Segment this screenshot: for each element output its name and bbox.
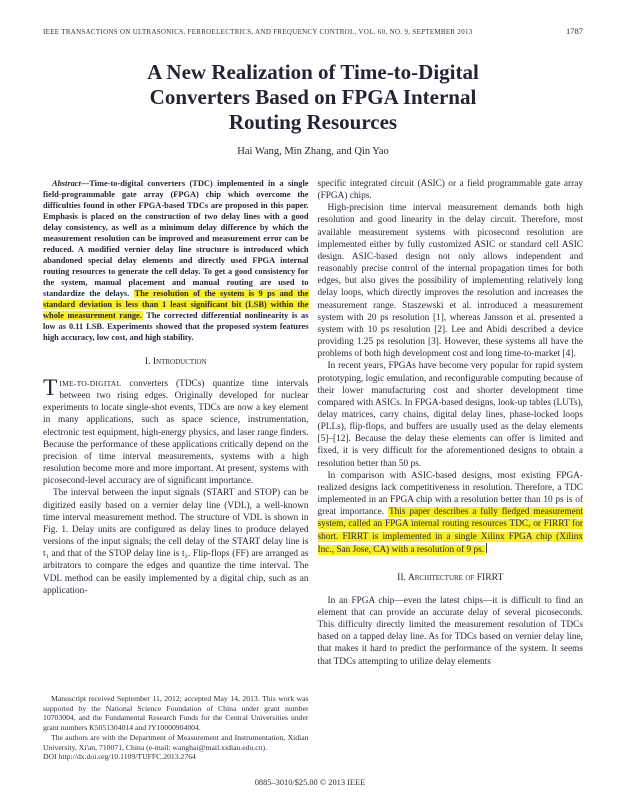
- right-column: [318, 178, 584, 762]
- first-page-footnote: [43, 694, 309, 762]
- intro-paragraph-2: The interval between the input signals (START and STOP) can be digitized easily based on a vernier delay line (VDL), a well-known time interval measurement method. The structure of VDL is shown in Fig. 1. Delay units are configured as delay lines to produce delayed versions of the input signals; the cell delay of the START delay line is t₁ and that of the STOP delay line is t₂. Flip-flops (FF) are arranged as arbitrators to compare the edges and quantize the time interval. The VDL method can be easily implemented by a digital chip, such as an application-: [43, 488, 309, 596]
- abstract-paragraph: [43, 178, 309, 343]
- contribution-highlight: This paper describes a fully fledged measurement system, called an FPGA internal routing resources TDC, or FIRRT for short. FIRRT is implemented in a single Xilinx FPGA chip (Xilinx Inc., San Jose, CA) with a resolution of 9 ps.: [317, 507, 583, 555]
- page-number: 1787: [566, 26, 583, 36]
- text-cursor: [486, 543, 487, 553]
- footnote-manuscript: Manuscript received September 11, 2012; accepted May 14, 2013. This work was supported by the National Science Foundation of China under grant number 10703004, and the Fundamental Research Funds for the Central Universities under grant numbers K5051304014 and JY10000904004.: [43, 694, 309, 733]
- right-paragraph-5: In an FPGA chip—even the latest chips—it is difficult to find an element that can provide an accurate delay of several picoseconds. This difficulty directly limited the measurement resolution of TDCs based on a tapped delay line. As for TDCs based on vernier delay line, that makes it hard to predict the performance of the system. It seems that TDCs attempting to utilize delay elements: [317, 595, 583, 667]
- right-paragraph-1: specific integrated circuit (ASIC) or a field programmable gate array (FPGA) chips.: [317, 179, 583, 202]
- journal-title: IEEE TRANSACTIONS ON ULTRASONICS, FERROELECTRICS, AND FREQUENCY CONTROL, VOL. 60, NO. 9, SEPTEMBER 2013: [43, 29, 473, 36]
- paper-title-line3: Routing Resources: [228, 110, 398, 134]
- right-paragraph-3: In recent years, FPGAs have become very popular for rapid system prototyping, logic emulation, and reconfigurable computing because of their lower manufacturing cost and shorter development time compared with ASICs. In FPGA-based designs, look-up tables (LUTs), delay matrices, carry chains, digital delay lines, phase-locked loops (PLLs), flip-flops, and buffers are usually used as the delay elements [5]–[12]. Because the delay these elements can offer is limited and fixed, it is very difficult for the aforementioned designs to obtain a resolution better than 50 ps.: [317, 361, 583, 469]
- lead-smallcaps: IME-TO-DIGITAL: [59, 379, 122, 388]
- copyright-footer: 0885–3010/$25.00 © 2013 IEEE: [254, 778, 366, 787]
- left-column: [43, 178, 309, 762]
- footnote-doi: DOI http://dx.doi.org/10.1109/TUFFC.2013.2764: [43, 752, 196, 762]
- drop-cap: T: [43, 375, 58, 401]
- right-paragraph-4: [318, 470, 584, 556]
- abstract-label: Abstract—: [52, 179, 90, 188]
- author-line: Hai Wang, Min Zhang, and Qin Yao: [237, 146, 389, 157]
- footnote-affiliation: The authors are with the Department of Measurement and Instrumentation, Xidian University, Xi'an, 710071, China (e-mail: wanghai@mail.xidian.edu.cn).: [43, 732, 309, 752]
- section-heading-architecture: II. Architecture of FIRRT: [397, 571, 504, 583]
- paper-title: [43, 60, 583, 135]
- intro-paragraph-1: [43, 375, 309, 487]
- running-header: [43, 26, 583, 36]
- right-paragraph-4-pre: In comparison with ASIC-based designs, most existing FPGA-realized designs lack competitiveness in resolution. Therefore, a TDC implemented in an FPGA chip with a resolution better than 10 ps is of great importance.: [317, 470, 583, 518]
- abstract-highlight: The resolution of the system is 9 ps and the standard deviation is less than 1 least significant bit (LSB) within the whole measurement range.: [43, 289, 309, 320]
- abstract-text-pre: Time-to-digital converters (TDC) implemented in a single field-programmable gate array (FPGA) chip which overcome the difficulties found in other FPGA-based TDCs are proposed in this paper. Emphasis is placed on the construction of two delay lines with a good delay consistency, as well as a minimum delay difference by which the measurement resolution can be improved and measurement error can be reduced. A modified vernier delay line structure is introduced which abandoned special delay elements and directly used FPGA internal routing resources to generate the cell delay. To get a good consistency for the system, manual placement and manual routing are used to standardize the delays.: [43, 179, 309, 298]
- two-column-body: [43, 178, 583, 762]
- section-heading-introduction: I. Introduction: [144, 356, 207, 367]
- right-paragraph-2: High-precision time interval measurement demands both high resolution and good linearity in the delay circuit. Therefore, most available measurement systems with picosecond resolution are implemented either by fully customized ASIC or standard cell ASIC design. ASIC-based design not only allows independent and reasonably precise control of the internal propagation times for both edges, but also gives the possibility of implementing relatively long delay loops, which directly improves the resolution and increases the measurement range. Staszewski et al. introduced a measurement system with 20 ps resolution [1], whereas Jansson et al. presented a system with 10 ps resolution [2]. Lee and Abidi described a device providing 1.25 ps resolution [3]. However, these systems all have the problems of both high development cost and long time-to-market [4].: [317, 203, 583, 360]
- paper-title-line1: A New Realization of Time-to-Digital: [147, 60, 479, 84]
- paper-title-line2: Converters Based on FPGA Internal: [149, 85, 477, 109]
- intro-paragraph-1-text: converters (TDCs) quantize time intervals between two rising edges. Originally developed for nuclear experiments to locate single-shot events, TDCs are now a key element in many applications, such as space science, instrumentation, electronic test equipment, high-energy physics, and laser range finders. Because the performance of these applications critically depend on the precision of time interval measurements, systems with a high resolution become more and more important. At present, systems with picosecond-level accuracy are of significant importance.: [43, 379, 309, 487]
- abstract-text-post: The corrected differential nonlinearity is as low as 0.11 LSB. Experiments showed that the proposed system features high accuracy, low cost, and high stability.: [43, 311, 309, 342]
